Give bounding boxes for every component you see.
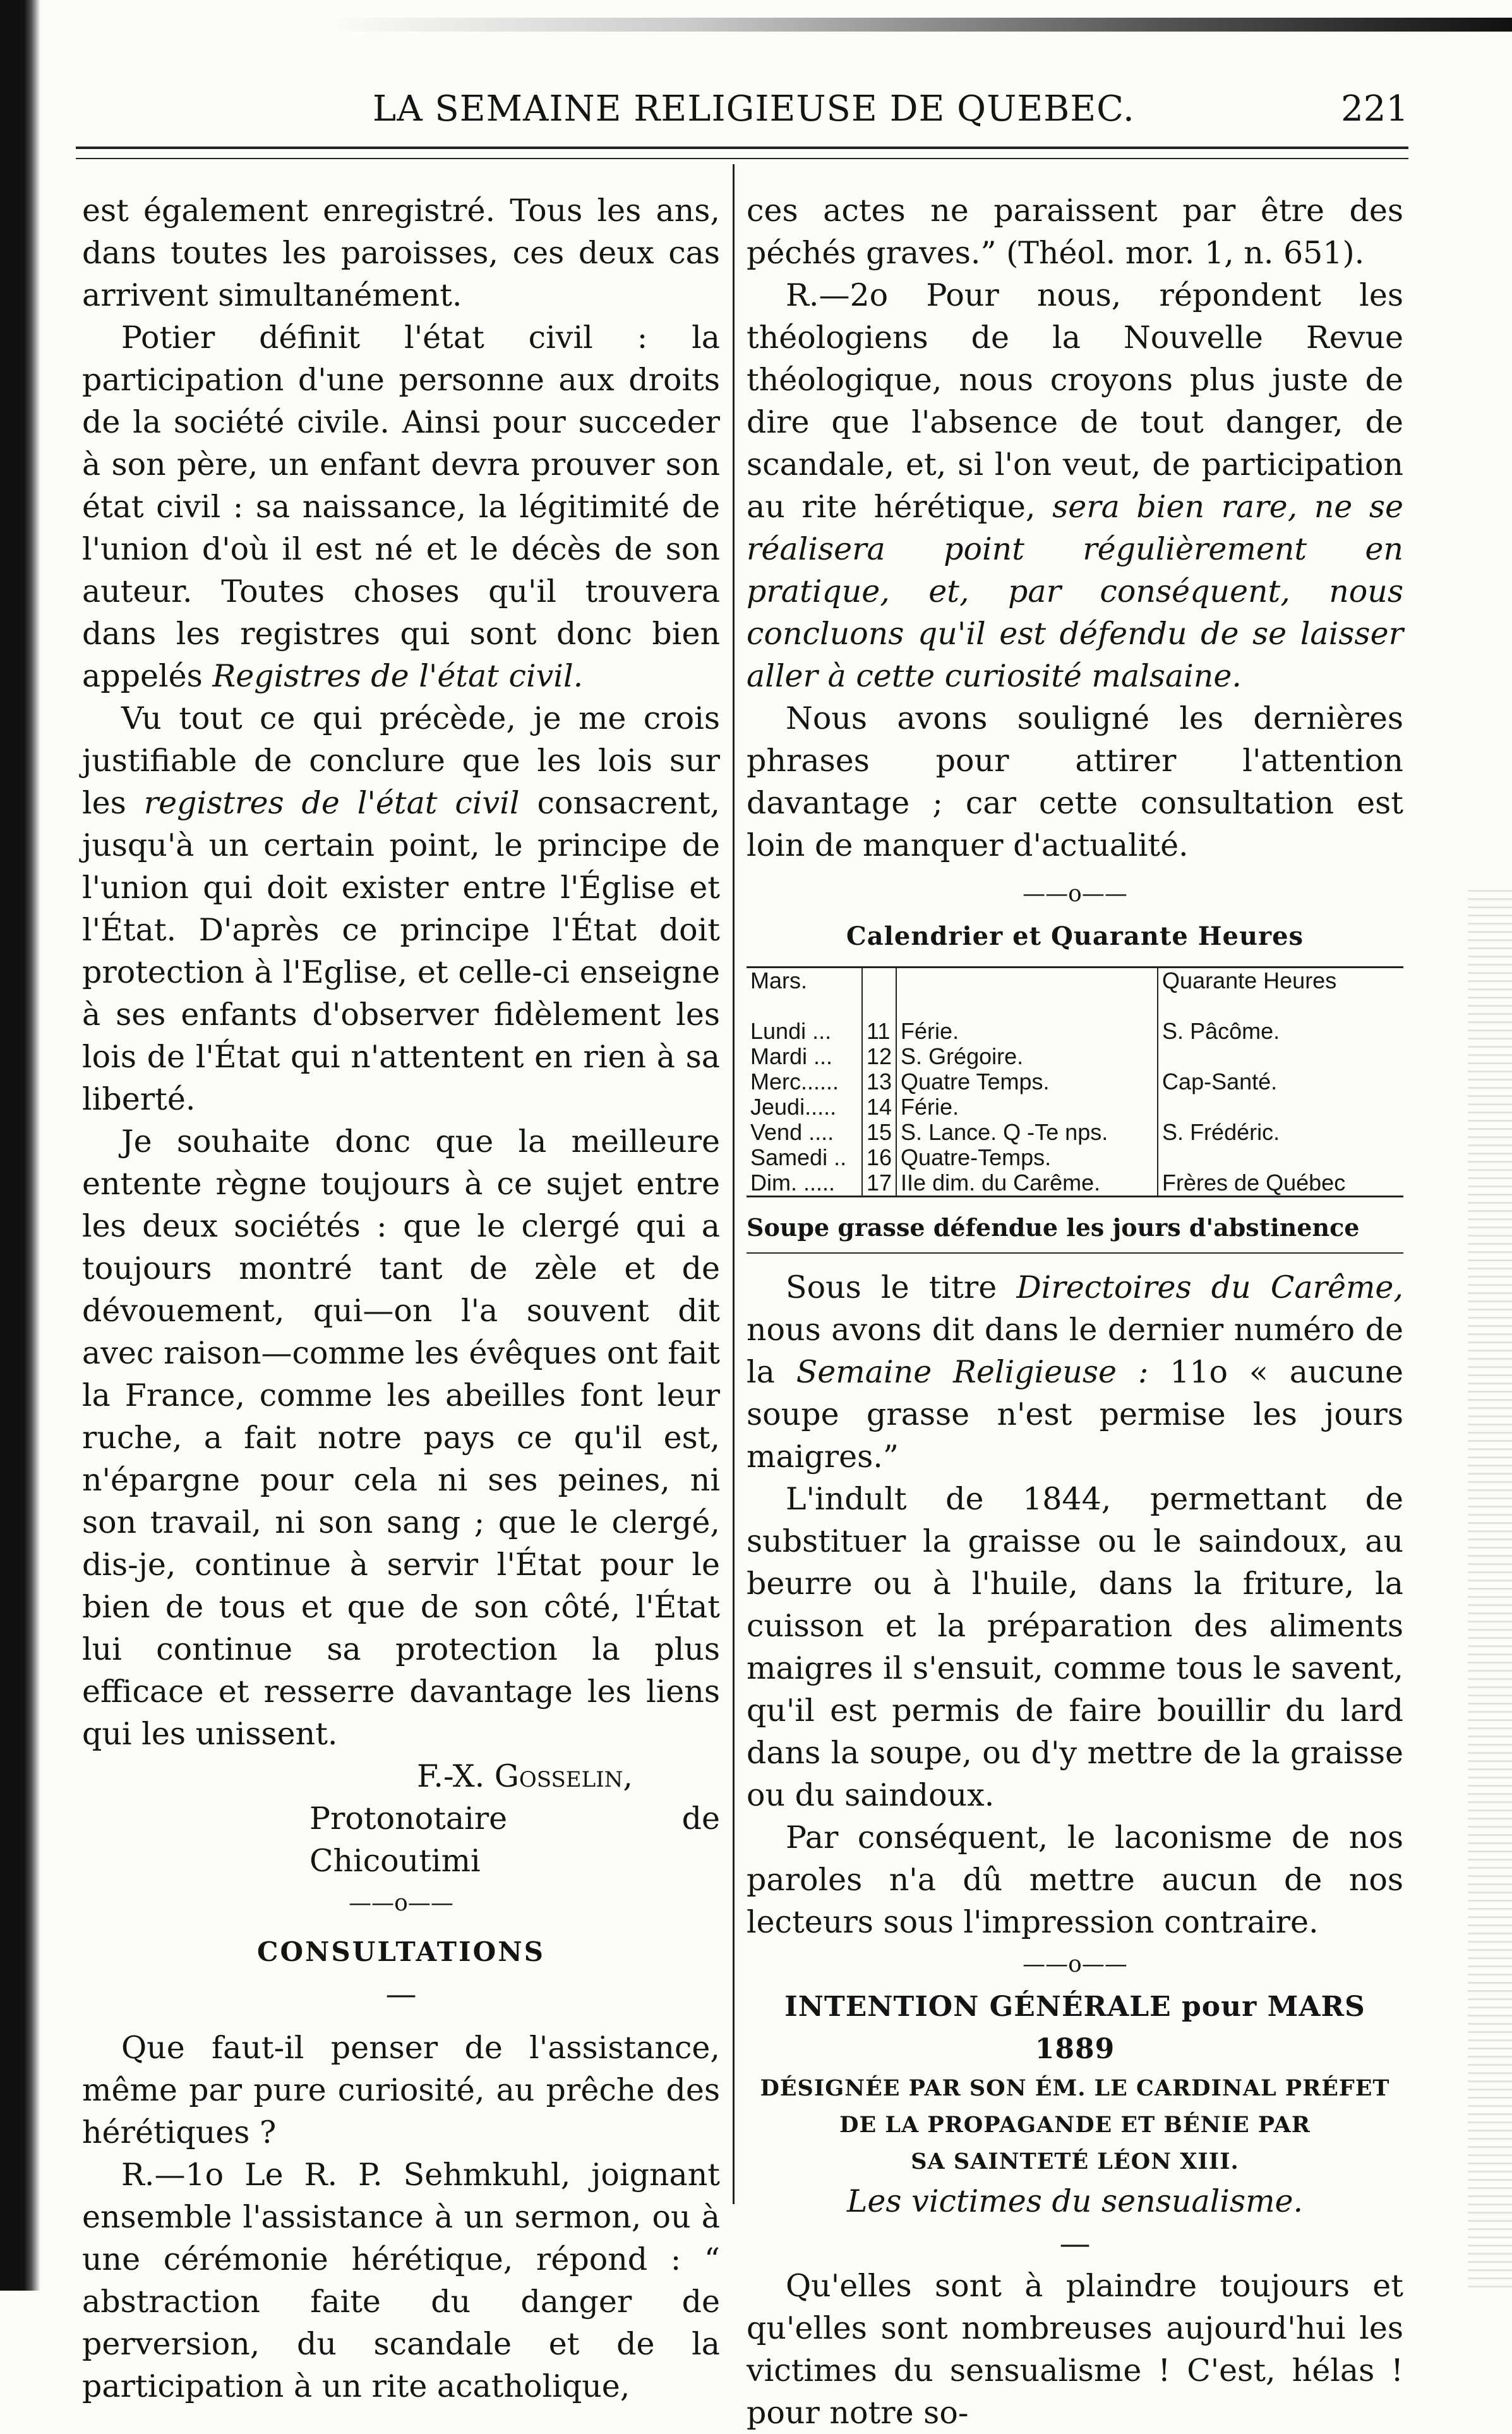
table-row: [747, 1044, 1403, 1069]
text: consacrent, jusqu'à un certain point, le principe de l'union qui doit exister entre l'Église et l'État. D'après ce principe l'État doit protection à l'Eglise, et celle-ci enseigne à ses enfants d'observer fidèlement les lois de l'État qui n'attentent en rien à sa liberté.: [82, 785, 720, 1117]
section-heading: Soupe grasse défendue les jours d'abstinence: [747, 1206, 1403, 1254]
cell: 14: [862, 1094, 896, 1120]
answer: R.—1o Le R. P. Sehmkuhl, joignant ensemble l'assistance à un sermon, ou à une cérémonie hérétique, répond : “ abstraction faite du danger de perversion, du scandale et de la participation à un rite acatholique,: [82, 2157, 720, 2404]
paragraph: Nous avons souligné les dernières phrases pour attirer l'attention davantage ; car cette consultation est loin de manquer d'actualité.: [747, 700, 1403, 863]
cell: [862, 968, 896, 994]
paragraph: [82, 316, 720, 697]
cell: Dim. .....: [750, 1170, 835, 1196]
cell: Quatre-Temps.: [896, 1145, 1158, 1170]
text: Sous le titre: [786, 1269, 997, 1305]
text: 11o « aucune soupe grasse n'est permise les jours maigres.”: [747, 1354, 1404, 1475]
paragraph: [747, 274, 1403, 697]
cell: 12: [862, 1044, 896, 1069]
italic-text: registres de l'état civil: [143, 785, 520, 821]
paragraph: L'indult de 1844, permettant de substituer la graisse ou le saindoux, au beurre ou à l'huile, dans la friture, la cuisson et la préparation des aliments maigres il s'ensuit, comme tous le savent, qu'il est permis de faire bouillir du lard dans la soupe, ou d'y mettre de la graisse ou du saindoux.: [747, 1481, 1403, 1813]
signature-name: F.-X. Gosselin,: [417, 1758, 633, 1794]
page-binding-edge: [0, 0, 40, 2291]
cell: Vend ....: [750, 1119, 834, 1145]
cell: [1158, 993, 1403, 1019]
italic-text: Semaine Religieuse :: [796, 1354, 1149, 1390]
cell: S. Pâcôme.: [1162, 1018, 1280, 1044]
calendar-title: Calendrier et Quarante Heures: [846, 921, 1304, 951]
section-heading: INTENTION GÉNÉRALE pour MARS 1889: [784, 1991, 1365, 2065]
italic-text: Directoires du Carême,: [1016, 1269, 1404, 1305]
journal-title: LA SEMAINE RELIGIEUSE DE QUEBEC.: [373, 88, 1135, 129]
calendar-month: Mars.: [750, 968, 807, 993]
text: R.—2o Pour nous, répondent les théologiens de la Nouvelle Revue théologique, nous croyons plus juste de dire que l'absence de tout danger, de scandale, et, si l'on veut, de participation au rite hérétique,: [747, 277, 1403, 525]
cell: S. Frédéric.: [1162, 1119, 1280, 1145]
left-column: [82, 189, 720, 2407]
cell: [1158, 1044, 1403, 1069]
signature-title: Protonotaire de Chicoutimi: [309, 1801, 720, 1879]
table-row: [747, 1094, 1403, 1120]
cell: Lundi ...: [750, 1018, 832, 1044]
cell: Quatre Temps.: [896, 1069, 1158, 1094]
calendar-table: [747, 966, 1403, 1197]
short-dash: —: [1059, 2226, 1091, 2262]
question: Que faut-il penser de l'assistance, même par pure curiosité, au prêche des hérétiques ?: [82, 2030, 720, 2150]
paragraph: est également enregistré. Tous les ans, dans toutes les paroisses, ces deux cas arrivent simultanément.: [82, 193, 720, 313]
paragraph: [82, 697, 720, 1120]
cell: 11: [862, 1019, 896, 1044]
italic-text: Registres de l'état civil.: [212, 658, 584, 694]
paragraph: ces actes ne paraissent par être des péchés graves.” (Théol. mor. 1, n. 651).: [747, 193, 1403, 271]
separator: ——o——: [349, 1890, 453, 1916]
cell: S. Lance. Q -Te nps.: [896, 1120, 1158, 1145]
cell: IIe dim. du Carême.: [896, 1170, 1158, 1197]
cell: [896, 968, 1158, 994]
cell: Merc......: [750, 1069, 839, 1094]
cell: [1158, 1094, 1403, 1120]
cell: 17: [862, 1170, 896, 1197]
right-column: [747, 189, 1403, 2434]
right-scan-edge: [1468, 884, 1512, 2291]
column-divider: [733, 164, 735, 2204]
table-row: [747, 1170, 1403, 1197]
italic-heading: [747, 2180, 1403, 2222]
paragraph: Je souhaite donc que la meilleure entente règne toujours à ce sujet entre les deux sociétés : que le clergé qui a toujours montré tant de zèle et de dévouement, qui—on l'a souvent dit avec raison—comme les évêques ont fait la France, comme les abeilles font leur ruche, a fait notre pays ce qu'il est, n'épargne pour cela ni ses peines, ni son travail, ni son sang ; que le clergé, dis-je, continue à servir l'État pour le bien de tous et que de son côté, l'État lui continue sa protection la plus efficace et resserre davantage les liens qui les unissent.: [82, 1124, 720, 1752]
table-row: [747, 993, 1403, 1019]
cell: 16: [862, 1145, 896, 1170]
cell: S. Grégoire.: [896, 1044, 1158, 1069]
cell: Férie.: [896, 1094, 1158, 1120]
header-double-rule: [76, 147, 1408, 159]
cell: 13: [862, 1069, 896, 1094]
table-row: [747, 1145, 1403, 1170]
italic-text: Les victimes du sensualisme.: [846, 2183, 1304, 2219]
subheading: DÉSIGNÉE PAR SON ÉM. LE CARDINAL PRÉFET: [760, 2075, 1390, 2101]
table-row: [747, 1019, 1403, 1044]
subheading: DE LA PROPAGANDE ET BÉNIE PAR: [839, 2112, 1311, 2138]
cell: 15: [862, 1120, 896, 1145]
table-row: [747, 1120, 1403, 1145]
calendar-right-heading: Quarante Heures: [1162, 968, 1337, 993]
separator: ——o——: [1023, 1951, 1127, 1977]
cell: [1158, 1145, 1403, 1170]
paragraph: [747, 1266, 1403, 1478]
cell: Frères de Québec: [1162, 1170, 1346, 1196]
separator: ——o——: [1023, 881, 1127, 907]
cell: [896, 993, 1158, 1019]
cell: Samedi ..: [750, 1144, 847, 1170]
table-row: [747, 968, 1403, 994]
paragraph: Par conséquent, le laconisme de nos paroles n'a dû mettre aucun de nos lecteurs sous l'impression contraire.: [747, 1820, 1403, 1940]
paragraph: Qu'elles sont à plaindre toujours et qu'elles sont nombreuses aujourd'hui les victimes du sensualisme ! C'est, hélas ! pour notre so-: [747, 2268, 1403, 2431]
cell: Cap-Santé.: [1162, 1069, 1278, 1094]
text: Vu tout ce qui précède, je me crois justifiable de conclure que les lois sur les: [82, 700, 720, 821]
cell: [747, 993, 862, 1019]
cell: Férie.: [896, 1019, 1158, 1044]
table-row: [747, 1069, 1403, 1094]
short-dash: —: [385, 1976, 417, 2012]
running-header: [76, 88, 1408, 145]
cell: Mardi ...: [750, 1043, 833, 1069]
top-scan-shadow: [328, 18, 1512, 32]
cell: Jeudi.....: [750, 1094, 837, 1120]
page-number: 221: [1341, 88, 1408, 129]
text: Potier définit l'état civil : la participation d'une personne aux droits de la société civile. Ainsi pour succeder à son père, un enfant devra prouver son état civil : sa naissance, la légitimité de l'union d'où il est né et le décès de son auteur. Toutes choses qu'il trouvera dans les registres qui sont donc bien appelés: [82, 320, 720, 694]
text: nous avons dit dans le dernier numéro de la: [747, 1312, 1403, 1390]
cell: [862, 993, 896, 1019]
section-heading: CONSULTATIONS: [257, 1936, 545, 1967]
subheading: SA SAINTETÉ LÉON XIII.: [911, 2149, 1239, 2174]
italic-text: sera bien rare, ne se réalisera point régulièrement en pratique, et, par conséquent, nous concluons qu'il est défendu de se laisser aller à cette curiosité malsaine.: [747, 489, 1404, 694]
